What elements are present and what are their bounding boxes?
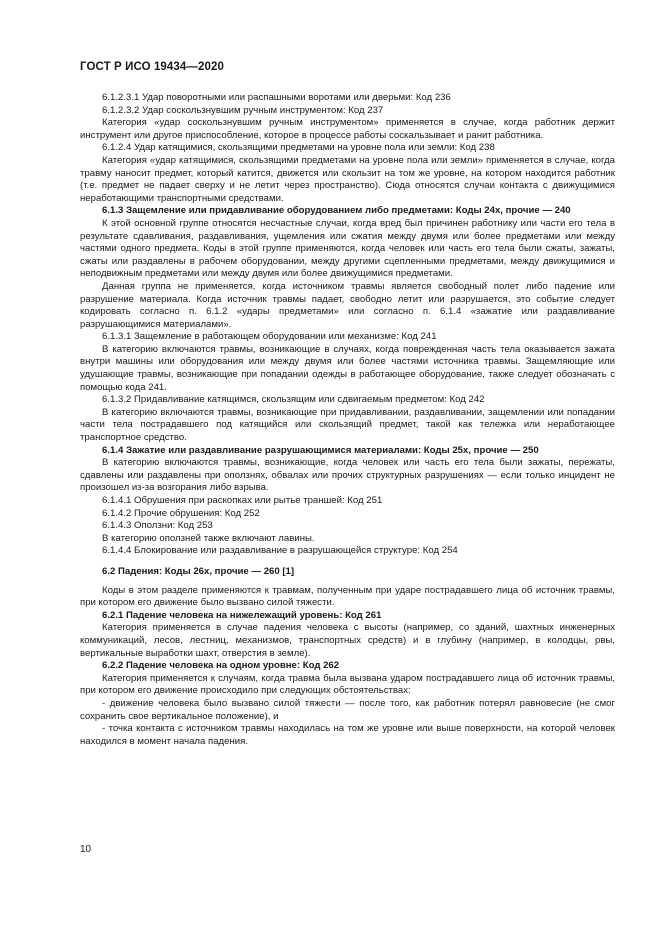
document-body [80,92,615,748]
paragraph: 6.1.2.4 Удар катящимися, скользящими предметами на уровне пола или земли: Код 238 [102,142,495,154]
page-number: 10 [80,844,92,855]
paragraph: Данная группа не применяется, когда источником травмы является свободный полет либо падение или разрушение материала. Когда источник травмы падает, свободно летит или разрушается, это событие следует кодировать согласно п. 6.1.2 «удары предметами» или согласно п. 6.1.4 «зажатие или раздавливание разрушающимися материалами». [80,280,615,330]
section-heading: 6.2.1 Падение человека на нижележащий уровень: Код 261 [102,609,382,621]
section-heading: 6.2.2 Падение человека на одном уровне: Код 262 [102,660,340,672]
paragraph: Категория применяется к случаям, когда травма была вызвана ударом пострадавшего лица об источник травмы, при котором его движение происходило при следующих обстоятельствах: [80,672,615,697]
paragraph: 6.1.4.1 Обрушения при раскопках или рытье траншей: Код 251 [102,495,383,506]
paragraph: Категория применяется в случае падения человека с высоты (например, со зданий, шахтных инженерных коммуникаций, лесов, лестниц, механизмов, транспортных средств) и в глубину (например, в колодцы, рвы, вертикальные выработки шахт, отверстия в земле). [80,622,615,659]
paragraph: К этой основной группе относятся несчастные случаи, когда вред был причинен работнику или части его тела в результате сдавливания, раздавливания, ущемления или сжатия между двумя или более предметами или между частями одного предмета. Коды в этой группе применяются, когда человек или часть его тела были сжаты, зажаты, сжаты или раздавлены в рабочем оборудовании, между другими сцепленными предметами, между движущимися и неподвижным предметами или между двумя или более движущимися предметами. [80,217,615,280]
paragraph: 6.1.2.3.1 Удар поворотными или распашными воротами или дверьми: Код 236 [102,92,451,103]
paragraph: 6.1.4.4 Блокирование или раздавливание в разрушающейся структуре: Код 254 [102,545,458,557]
list-item: - точка контакта с источником травмы находилась на том же уровне или выше поверхности, на которой человек находился в момент начала падения. [80,723,615,747]
paragraph: Коды в этом разделе применяются к травмам, полученным при ударе пострадавшего лица об источник травмы, при котором его движение было вызвано силой тяжести. [80,584,615,609]
section-heading: 6.1.3 Защемление или придавливание оборудованием либо предметами: Коды 24х, прочие — 240 [102,205,571,217]
document-header: ГОСТ Р ИСО 19434—2020 [80,61,225,73]
section-heading: 6.1.4 Зажатие или раздавливание разрушающимися материалами: Коды 25х, прочие — 250 [102,444,539,456]
paragraph: 6.1.3.2 Придавливание катящимся, скользящим или сдвигаемым предметом: Код 242 [102,394,485,406]
paragraph: В категорию включаются травмы, возникающие в случаях, когда поврежденная часть тела оказывается зажата внутри машины или оборудования или между двумя или более частями источника травмы. Защемляющие или удушающие травмы, возникающие при попадании одежды в работающее оборудование, также следует обозначать с помощью кода 241. [80,343,615,393]
paragraph: В категорию включаются травмы, возникающие при придавливании, раздавливании, защемлении или попадании части тела пострадавшего под катящийся или скользящий предмет, такой как тележка или неработающее транспортное средство. [80,406,615,444]
paragraph: 6.1.4.3 Оползни: Код 253 [102,520,213,532]
paragraph: Категория «удар соскользнувшим ручным инструментом» применяется в случае, когда работник держит инструмент или другое приспособление, которое в процессе работы соскальзывает и ранит работника. [80,117,615,141]
list-item: - движение человека было вызвано силой тяжести — после того, как работник потерял равновесие (не смог сохранить свое вертикальное положение), и [80,697,615,722]
section-heading: 6.2 Падения: Коды 26х, прочие — 260 [1] [102,565,295,577]
paragraph: 6.1.2.3.2 Удар соскользнувшим ручным инструментом: Код 237 [102,104,384,116]
paragraph: В категорию включаются травмы, возникающие, когда человек или часть его тела были зажаты, пережаты, сдавлены или раздавлены при оползнях, обвалах или прочих структурных разрушениях — если только инцидент не произошел из-за возгорания либо взрыва. [80,457,615,494]
paragraph: 6.1.4.2 Прочие обрушения: Код 252 [102,507,260,519]
paragraph: 6.1.3.1 Защемление в работающем оборудовании или механизме: Код 241 [102,331,437,343]
paragraph: В категорию оползней также включают лавины. [102,532,315,544]
paragraph: Категория «удар катящимися, скользящими предметами на уровне пола или земли» применяется в случае, когда травму наносит предмет, который катится, движется или скользит на том же уровне, на котором находится работник (т.е. предмет не падает сверху и не летит через пространство). Сюда относятся случаи контакта с движущимися неработающими транспортными средствами. [80,154,615,204]
